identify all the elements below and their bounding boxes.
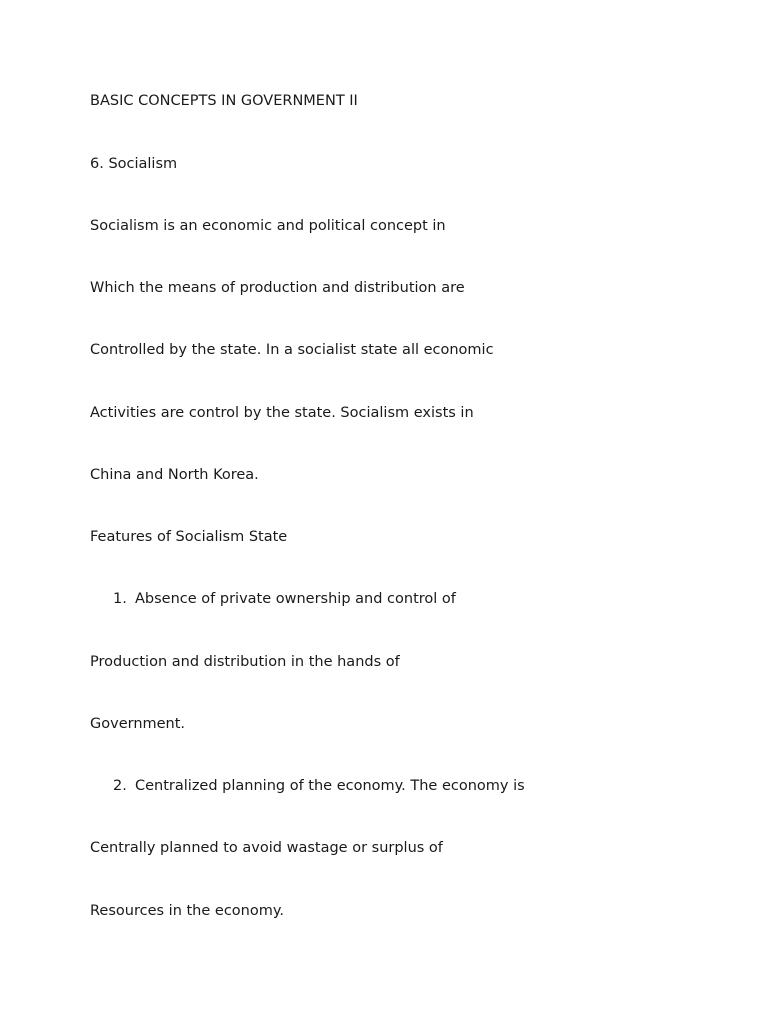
feature-item-1 (113, 590, 456, 608)
list-number: 2. (113, 778, 127, 794)
document-title: BASIC CONCEPTS IN GOVERNMENT II (90, 93, 358, 109)
list-item-text: Centralized planning of the economy. The economy is (135, 778, 525, 794)
feature-continuation-line: Resources in the economy. (90, 903, 284, 919)
feature-continuation-line: Centrally planned to avoid wastage or surplus of (90, 840, 443, 856)
list-number: 1. (113, 591, 127, 607)
paragraph-line: Activities are control by the state. Socialism exists in (90, 405, 474, 421)
features-heading: Features of Socialism State (90, 529, 288, 545)
feature-item-2 (113, 777, 525, 795)
paragraph-line: Controlled by the state. In a socialist state all economic (90, 342, 494, 358)
list-item-text: Absence of private ownership and control of (135, 591, 456, 607)
feature-continuation-line: Government. (90, 716, 186, 732)
paragraph-line: China and North Korea. (90, 467, 259, 483)
paragraph-line: Socialism is an economic and political concept in (90, 218, 446, 234)
feature-continuation-line: Production and distribution in the hands of (90, 654, 400, 670)
section-heading: 6. Socialism (90, 156, 178, 172)
paragraph-line: Which the means of production and distribution are (90, 280, 465, 296)
